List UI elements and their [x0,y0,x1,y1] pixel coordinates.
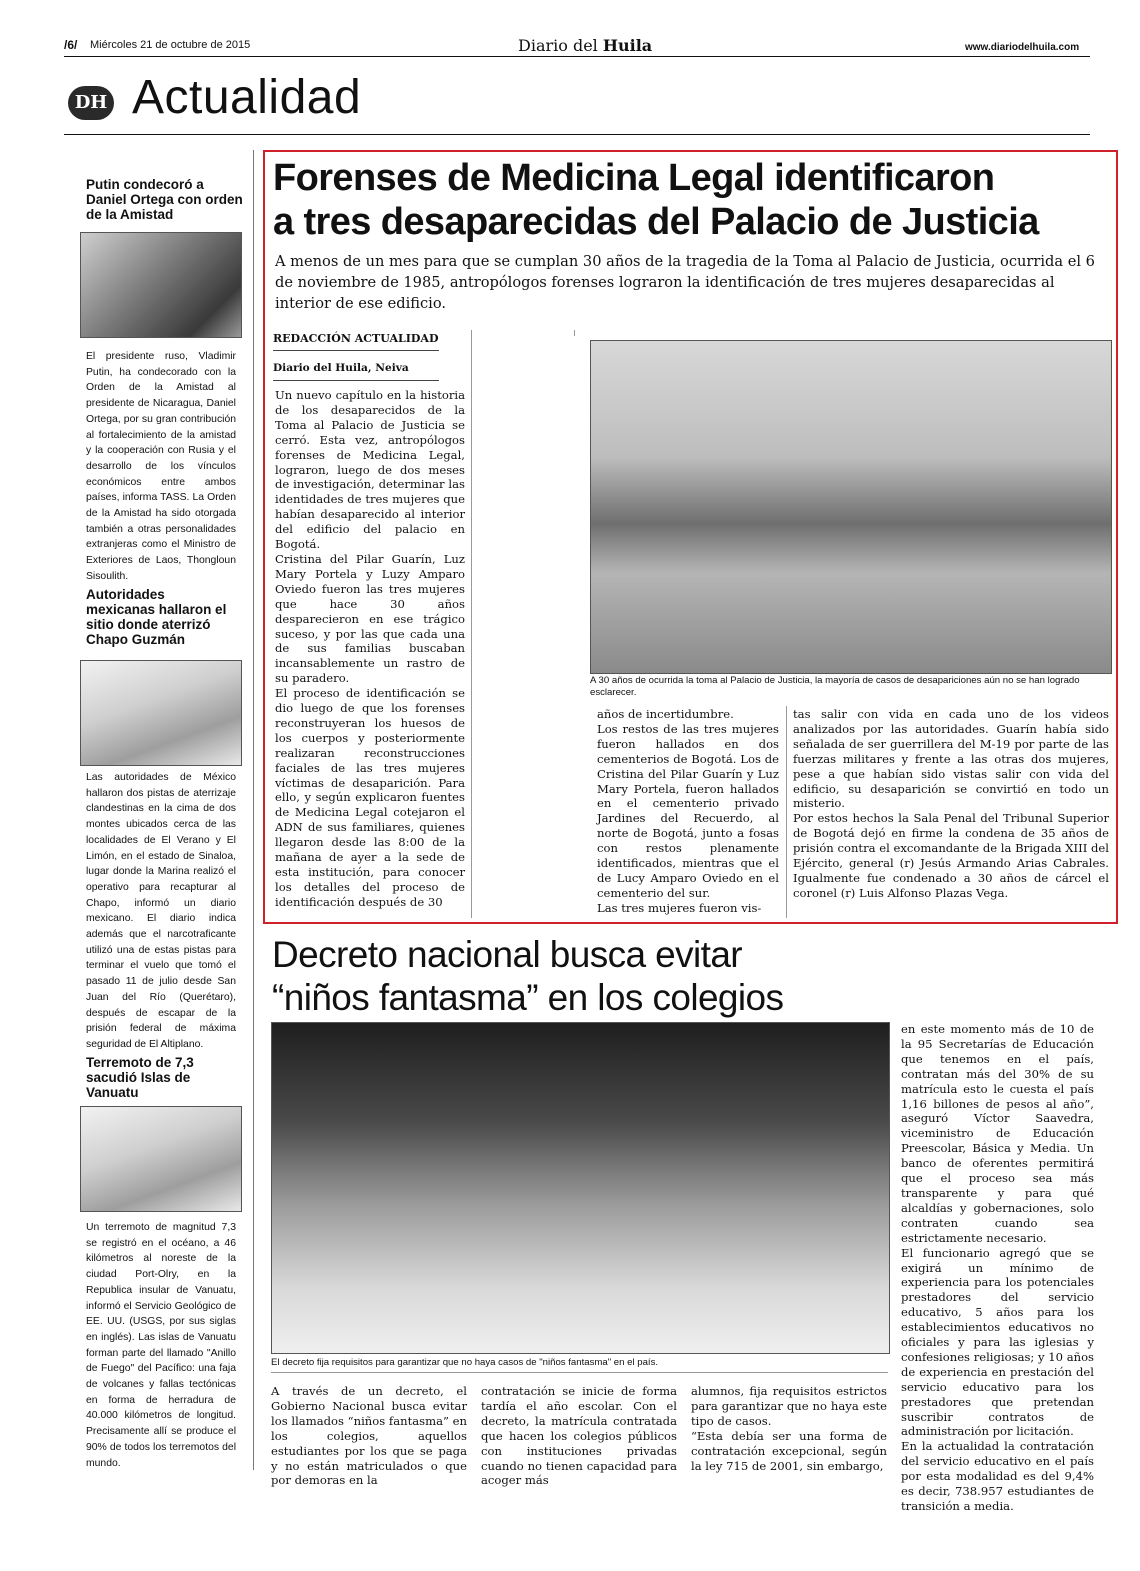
article2-headline-line2: “niños fantasma” en los colegios [272,977,784,1018]
page-number: /6/ [64,38,78,52]
palacio-justicia-photo [590,340,1112,674]
byline-rule [273,350,439,351]
masthead: Diario del Huila [518,36,653,55]
article1-lead: A menos de un mes para que se cumplan 30 años de la tragedia de la Toma al Palacio de Justicia, ocurrida el 6 de noviembre de 1985, antropólogos forenses lograron la identificación de tres mujeres desaparecidas al interior de ese edificio. [275,253,1095,312]
article1-col3: tas salir con vida en cada uno de los videos analizados por las autoridades. Guarín había sido señalada de ser guerrillera del M-19 por parte de las fuerzas militares y frente a las otras dos mujeres, pese a que habían sido vistas salir con vida del edificio, su desaparición se convirtió en todo un misterio. Por estos hechos la Sala Penal del Tribunal Superior de Bogotá dejó en firme la condena de 35 años de prisión contra el excomandante de la Brigada XIII del Ejército, general (r) Jesús Armando Arias Cabrales. Igualmente fue condenado a 30 años de cárcel el coronel (r) Luis Alfonso Plazas Vega. [793,707,1109,900]
article2-col3: alumnos, fija requisitos estrictos para garantizar que no haya este tipo de casos. “Esta debía ser una forma de contratación excepcional, según la ley 715 de 2001, sin embargo, [691,1384,887,1473]
issue-date: Miércoles 21 de octubre de 2015 [90,39,251,51]
article1-col1: Un nuevo capítulo en la historia de los desaparecidos de la Toma al Palacio de Justicia se cerró. Esta vez, antropólogos forenses de Medicina Legal, lograron, luego de dos meses de investigación, determinar las identidades de tres mujeres que habían desaparecido al interior del edificio del palacio en Bogotá. Cristina del Pilar Guarín, Luz Mary Portela y Luzy Amparo Oviedo fueron las tres mujeres que hace 30 años desparecieron en ese trágico suceso, y por las que cada una de sus familias buscaban incansablemente un rastro de su paradero. El proceso de identificación se dio luego de que los forenses reconstruyeran los huesos de los cuerpos y posteriormente realizaran reconstrucciones faciales de las tres mujeres víctimas de desaparición. Para ello, y según explicaron fuentes de Medicina Legal cotejaron el ADN de sus familiares, quienes llegaron desde las 8:00 de la mañana de ayer a la sede de esta institución, para conocer los detalles del proceso de identificación después de 30 [275,388,465,909]
vanuatu-photo [80,1106,242,1212]
sidebar-text-chapo: Las autoridades de México hallaron dos pistas de aterrizaje clandestinas en la cima de dos montes ubicados cerca de las localidades de El Verano y El Limón, en el estado de Sinaloa, lugar donde la Marina realizó el operativo para recapturar al Chapo, informó un diario mexicano. El diario indica además que el narcotraficante utilizó una de estas pistas para terminar el vuelo que tomó el pasado 11 de julio desde San Juan del Río (Querétaro), después de escapar de la prisión federal de máxima seguridad de El Altiplano. [86,772,236,1050]
article1-headline [273,156,1113,244]
article2-col4: en este momento más de 10 de la 95 Secretarías de Educación que tenemos en el país, contratan más del 30% de su matrícula esto le cuesta el país 1,16 billones de pesos al año”, aseguró Víctor Saavedra, viceministro de Educación Preescolar, Básica y Media. Un banco de oferentes permitirá que el proceso sea más transparente y para qué alcaldías y gobernaciones, solo contraten cuando sea estrictamente necesario. El funcionario agregó que se exigirá un mínimo de experiencia para los potenciales prestadores del servicio educativo, 5 años para los establecimientos educativos no oficiales y para las iglesias y confesiones religiosas; y 10 años de experiencia en prestación del servicio educativo para los prestadores que pretendan suscribir contratos de administración por licitación. En la actualidad la contratación del servicio educativo en el país por esta modalidad es del 9,4% es decir, 738.957 estudiantes de transición a media. [901,1022,1095,1513]
website: www.diariodelhuila.com [965,42,1080,53]
sidebar-title-quake: Terremoto de 7,3 sacudió Islas de Vanuatu [86,1055,194,1100]
article1-headline-line2: a tres desaparecidas del Palacio de Justicia [273,201,1039,243]
section-rule [64,134,1090,135]
students-photo [271,1022,890,1354]
caption-rule [271,1372,888,1373]
article1-dateline: Diario del Huila, Neiva [273,362,409,374]
col-divider-3 [786,706,787,918]
chapo-photo [80,660,242,766]
section-title: Actualidad [132,71,362,124]
article2-col2: contratación se inicie de forma tardía el año escolar. Con el decreto, la matrícula contratada que hacen los colegios públicos con instituciones privadas cuando no tienen capacidad para acoger más [481,1384,677,1488]
dh-logo: DH [68,86,114,120]
sidebar-title-putin: Putin condecoró a Daniel Ortega con orden de la Amistad [86,177,243,222]
article2-col1: A través de un decreto, el Gobierno Nacional busca evitar los llamados “niños fantasma” en los colegios, aquellos estudiantes por los que se paga y no están matriculados o que por demoras en la [271,1384,467,1488]
sidebar-divider [253,150,254,1470]
header-rule [64,56,1090,57]
article1-photo-caption: A 30 años de ocurrida la toma al Palacio de Justicia, la mayoría de casos de desapariciones aún no se han logrado esclarecer. [590,675,1080,698]
article2-photo-caption: El decreto fija requisitos para garantizar que no haya casos de "niños fantasma" en el país. [271,1357,659,1368]
sidebar-title-chapo: Autoridades mexicanas hallaron el sitio donde aterrizó Chapo Guzmán [86,587,227,647]
article1-headline-line1: Forenses de Medicina Legal identificaron [273,157,995,199]
article2-headline-line1: Decreto nacional busca evitar [272,934,743,975]
dateline-rule [273,380,439,381]
article2-headline [272,933,1092,1019]
col-divider-2 [574,330,575,336]
sidebar-text-quake: Un terremoto de magnitud 7,3 se registró en el océano, a 46 kilómetros al noreste de la ciudad Port-Olry, en la Republica insular de Vanuatu, informó el Servicio Geológico de EE. UU. (USGS, por sus siglas en inglés). Las islas de Vanuatu forman parte del llamado "Anillo de Fuego" del Pacífico: una faja de volcanes y fallas tectónicas en forma de herradura de 40.000 kilómetros de longitud. Precisamente allí se produce el 90% de todos los terremotos del mundo. [86,1222,236,1469]
article1-col2: años de incertidumbre. Los restos de las tres mujeres fueron hallados en dos cementerios de Bogotá. Los de Cristina del Pilar Guarín y Luz Mary Portela, fueron hallados en el cementerio privado Jardines del Recuerdo, al norte de Bogotá, junto a fosas con restos plenamente identificados, mientras que el de Lucy Amparo Oviedo en el cementerio del sur. Las tres mujeres fueron vis- [597,707,779,915]
col-divider-1 [471,330,472,918]
sidebar-text-putin: El presidente ruso, Vladimir Putin, ha condecorado con la Orden de la Amistad al presidente de Nicaragua, Daniel Ortega, por su gran contribución al fortalecimiento de la amistad y la cooperación con Rusia y el desarrollo de los vínculos económicos entre ambos países, informa TASS. La Orden de la Amistad ha sido otorgada también a otras personalidades extranjeras como el Ministro de Exteriores de Laos, Thongloun Sisoulith. [86,351,236,582]
article1-byline: REDACCIÓN ACTUALIDAD [273,332,439,345]
putin-ortega-photo [80,232,242,338]
